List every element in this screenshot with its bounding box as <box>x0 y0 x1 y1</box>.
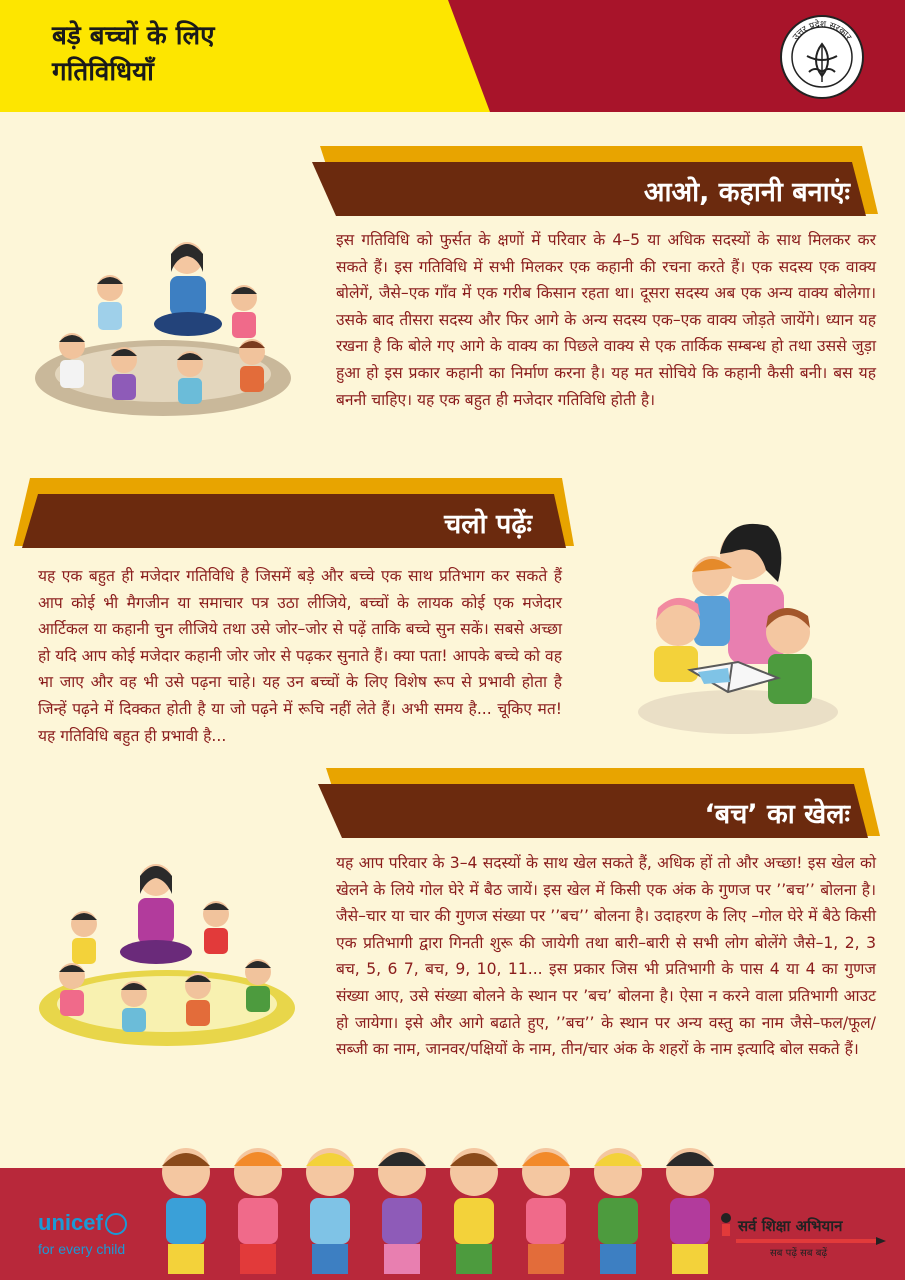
seal-text: उत्तर प्रदेश सरकार <box>791 19 853 43</box>
ssa-pencil-underline <box>736 1237 886 1245</box>
section3-heading: ‘बच’ का खेलः <box>704 799 850 830</box>
children-row-illustration <box>150 1136 730 1280</box>
ssa-logo-title: सर्व शिक्षा अभियान <box>738 1217 843 1235</box>
ssa-logo-child-icon <box>714 1212 738 1238</box>
unicef-globe-icon <box>105 1213 127 1235</box>
section2-body: यह एक बहुत ही मजेदार गतिविधि है जिसमें बड़े और बच्चे एक साथ प्रतिभाग कर सकते हैं आप कोई भी मैगजीन या समाचार पत्र उठा लीजिये, बच्चों के लायक कोई एक मजेदार आर्टिकल या कहानी चुन लीजिये तथा उसे जोर–जोर से पढ़ें ताकि बच्चे सुन सकें। सबसे अच्छा हो यदि आप कोई मजेदार कहानी जोर जोर से पढ़कर सुनाते हैं। क्या पता! आपके बच्चे को वह भा जाए और वह भी उसे पढ़ना चाहे। यह उन बच्चों के लिए विशेष रूप से प्रभावी होता है जिन्हें पढ़ने में दिक्कत होती है या जो पढ़ने में रूचि नहीं लेते हैं। अभी समय है... चूकिए मत! यह गतिविधि बहुत ही प्रभावी है... <box>38 567 562 745</box>
children-game-circle-illustration <box>36 858 298 1048</box>
unicef-logo <box>38 1210 127 1236</box>
up-government-seal-icon <box>779 14 865 100</box>
unicef-wordmark: unicef <box>38 1210 103 1235</box>
mother-reading-illustration <box>628 512 848 744</box>
section3-body: यह आप परिवार के 3–4 सदस्यों के साथ खेल सकते हैं, अधिक हों तो और अच्छा! इस खेल को खेलने के लिये गोल घेरे में बैठ जायें। इस खेल में किसी एक अंक के गुणज पर ’’बच’’ बोलना है। जैसे–चार या चार की गुणज संख्या पर ’’बच’’ बोलना है। उदाहरण के लिए –गोल घेरे में बैठे किसी एक प्रतिभागी द्वारा गिनती शुरू की जायेगी तथा बारी–बारी से सभी लोग बोलेंगे जैसे–1, 2, 3 बच, 5, 6 7, बच, 9, 10, 11... इस प्रकार जिस भी प्रतिभागी के पास 4 या 4 का गुणज संख्या आए, उसे संख्या बोलने के स्थान पर ’बच’ बोलना है। ऐसा न करने वाला प्रतिभागी आउट हो जायेगा। इसे और आगे बढाते हुए, ’’बच’’ के स्थान पर अन्य वस्तु का नाम जैसे–फल/फूल/सब्जी का नाम, जानवर/पक्षियों के नाम, तीन/चार अंक के शहरों के नाम इत्यादि बोल सकते हैं। <box>336 854 876 1059</box>
ssa-logo-tagline: सब पढ़ें सब बढ़ें <box>770 1248 828 1259</box>
section2-heading: चलो पढ़ेंः <box>444 509 532 540</box>
section1-heading: आओ, कहानी बनाएंः <box>643 177 850 208</box>
children-circle-illustration <box>32 228 294 418</box>
unicef-tagline: for every child <box>38 1241 126 1257</box>
section1-body: इस गतिविधि को फुर्सत के क्षणों में परिवार के 4–5 या अधिक सदस्यों के साथ मिलकर कर सकते हैं। इस गतिविधि में सभी मिलकर एक कहानी की रचना करते हैं। एक सदस्य एक वाक्य बोलेगें, जैसे–एक गाँव में एक गरीब किसान रहता था। दूसरा सदस्य अब एक अन्य वाक्य बोलेगा। उसके बाद तीसरा सदस्य और फिर आगे के अन्य सदस्य एक–एक वाक्य जोड़ते जायेंगे। ध्यान यह रखना है कि बोले गए आगे के वाक्य का पिछले वाक्य से एक तार्किक सम्बन्ध हो तथा उससे जुड़ा हुआ हो इस प्रकार कहानी का निर्माण करना है। यह मत सोचिये कि कहानी कैसी बनी। बस यह बननी चाहिए। यह एक बहुत ही मजेदार गतिविधि होती है। <box>336 231 876 409</box>
page-title: बड़े बच्चों के लिए गतिविधियाँ <box>52 21 215 87</box>
